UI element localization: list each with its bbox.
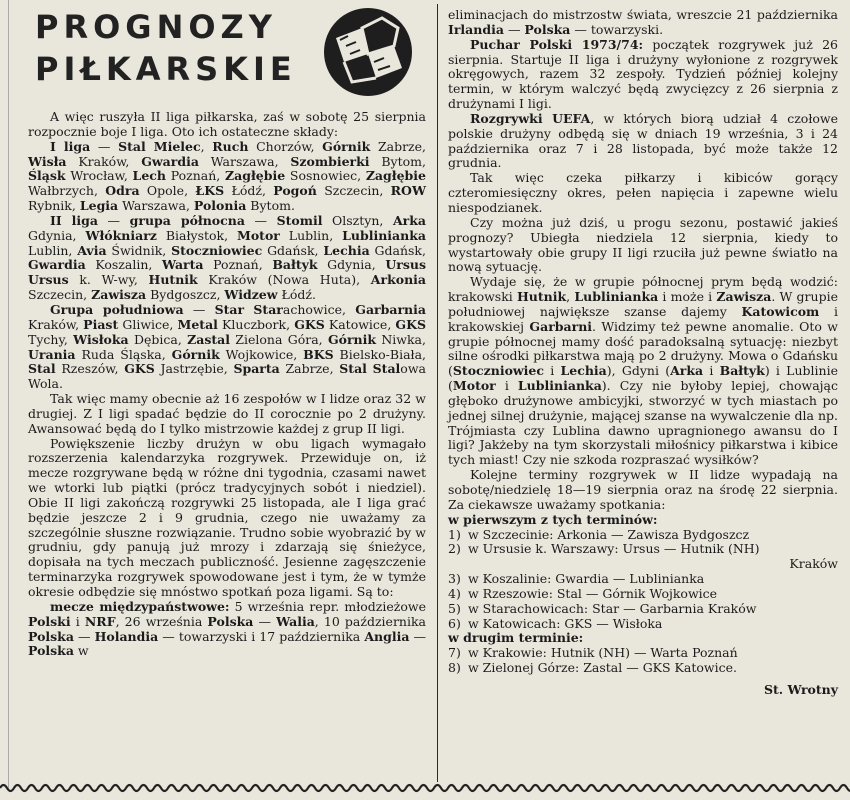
match-number: 5)	[448, 600, 461, 616]
next-dates-paragraph: Kolejne terminy rozgrywek w II lidze wypadają na sobotę/niedzielę 18—19 sierpnia oraz na środę 22 sierpnia. Za ciekawsze uważamy spotkania:	[448, 467, 838, 512]
second-term-list	[448, 646, 838, 676]
liga1-paragraph: I liga — Stal Mielec, Ruch Chorzów, Górnik Zabrze, Wisła Kraków, Gwardia Warszawa, Szombierki Bytom, Śląsk Wrocław, Lech Poznań, Zagłębie Sosnowiec, Zagłębie Wałbrzych, Odra Opole, ŁKS Łódź, Pogoń Szczecin, ROW Rybnik, Legia Warszawa, Polonia Bytom.	[28, 138, 427, 214]
match-text: w Rzeszowie: Stal — Górnik Wojkowice	[468, 585, 718, 601]
uefa-paragraph: Rozgrywki UEFA, w których biorą udział 4 czołowe polskie drużyny odbędą się w dniach 19 września, 3 i 24 października oraz 7 i 28 listopada, być może także 12 grudnia.	[448, 110, 838, 171]
match-row	[448, 572, 838, 587]
match-text: w Koszalinie: Gwardia — Lublinianka	[468, 571, 705, 587]
match-number: 6)	[448, 615, 461, 631]
match-number: 3)	[448, 571, 461, 587]
match-row	[448, 617, 838, 632]
match-number: 1)	[448, 526, 461, 542]
liga2-north-paragraph: II liga — grupa północna — Stomil Olsztyn, Arka Gdynia, Włókniarz Białystok, Motor Lublin, Lublinianka Lublin, Avia Świdnik, Stoczniowiec Gdańsk, Lechia Gdańsk, Gwardia Koszalin, Warta Poznań, Bałtyk Gdynia, Ursus Ursus k. W-wy, Hutnik Kraków (Nowa Huta), Arkonia Szczecin, Zawisza Bydgoszcz, Widzew Łódź.	[28, 212, 426, 303]
article-heading	[35, 6, 335, 96]
match-number: 2)	[448, 541, 461, 557]
page-edge	[8, 0, 9, 790]
match-text: w Ursusie k. Warszawy: Ursus — Hutnik (NH)	[468, 541, 760, 557]
match-row	[448, 587, 838, 602]
match-text: w Starachowicach: Star — Garbarnia Kraków	[468, 600, 757, 616]
match-schedule	[448, 513, 838, 676]
match-number: 4)	[448, 585, 461, 601]
match-number: 8)	[448, 660, 461, 676]
continuation-paragraph: eliminacjach do mistrzostw świata, wreszcie 21 października Irlandia — Polska — towarzyski.	[448, 7, 838, 37]
question-paragraph: Czy można już dziś, u progu sezonu, postawić jakieś prognozy? Ubiegła niedziela 12 sierpnia, kiedy to wystartowały obie grupy II ligi rzuciła już pewne światło na nową sytuację.	[448, 214, 838, 275]
match-text: w Szczecinie: Arkonia — Zawisza Bydgoszcz	[468, 526, 750, 542]
title-line-1: PROGNOZY	[35, 8, 277, 46]
forecast-paragraph: Wydaje się, że w grupie północnej prym będą wodzić: krakowski Hutnik, Lublinianka i może i Zawisza. W grupie południowej największe szanse dajemy Katowicom i krakowskiej Garbarni. Widzimy też pewne anomalie. Oto w grupie północnej mamy dość paradoksalną sytuację: niezbyt silne ośrodki piłkarstwa mają po 2 drużyny. Mowa o Gdańsku (Stoczniowiec i Lechia), Gdyni (Arka i Bałtyk) i Lublinie (Motor i Lublinianka). Czy nie byłoby lepiej, chowając głęboko drużynowe ambicyjki, stworzyć w tych miastach po jednej silnej drużynie, mającej szanse na wywalczenie dla np. Trójmiasta czy Lublina dawno upragnionego awansu do I ligi? Jakżeby na tym skorzystali miłośnicy piłkarstwa i kibice tych miast! Czy nie szkoda rozpraszać wysiłków?	[448, 274, 838, 468]
team-count-paragraph: Tak więc mamy obecnie aż 16 zespołów w I lidze oraz 32 w drugiej. Z I ligi spadać będzie do II corocznie po 2 drużyny. Awansować będą do I tylko mistrzowie każdej z grup II ligi.	[28, 391, 426, 436]
column-divider	[437, 4, 438, 782]
match-number: 7)	[448, 645, 461, 661]
match-text-continuation: Kraków	[789, 556, 838, 572]
first-term-header: w pierwszym z tych terminów:	[448, 511, 658, 527]
liga2-south-paragraph: Grupa południowa — Star Starachowice, Garbarnia Kraków, Piast Gliwice, Metal Kluczbork, GKS Katowice, GKS Tychy, Wisłoka Dębica, Zastal Zielona Góra, Górnik Niwka, Urania Ruda Śląska, Górnik Wojkowice, BKS Bielsko-Biała, Stal Rzeszów, GKS Jastrzębie, Sparta Zabrze, Stal Stalowa Wola.	[28, 301, 426, 392]
match-row	[448, 661, 838, 676]
match-row	[448, 528, 838, 543]
cup-paragraph: Puchar Polski 1973/74: początek rozgrywek już 26 sierpnia. Startuje II liga i drużyny wyłonione z rozgrywek okręgowych, razem 32 zespoły. Tydzień później kolejny termin, w którym walczyć będą zwycięzcy z 26 sierpnia z drużynami I ligi.	[448, 36, 838, 112]
title-line-2: PIŁKARSKIE	[35, 50, 297, 88]
international-matches-paragraph: mecze międzypaństwowe: 5 września repr. młodzieżowe Polski i NRF, 26 września Polska — Walia, 10 października Polska — Holandia — towarzyski i 17 października Anglia — Polska w	[28, 598, 427, 659]
decorative-bottom-border	[0, 781, 850, 795]
author-signature: St. Wrotny	[763, 681, 838, 697]
intro-paragraph: A więc ruszyła II liga piłkarska, zaś w sobotę 25 sierpnia rozpocznie boje I liga. Oto ich ostateczne składy:	[28, 109, 426, 139]
calendar-paragraph: Powiększenie liczby drużyn w obu ligach wymagało rozszerzenia kalendarzyka rozgrywek. Przewiduje on, iż mecze rozgrywane będą w różne dni tygodnia, czasami nawet we wtorki lub piątki (prócz tradycyjnych sobót i niedziel). Obie II ligi zakończą rozgrywki 25 listopada, ale I liga grać będzie jeszcze 2 i 9 grudnia, czego nie uważamy za szczególnie słuszne rozwiązanie. Trudno sobie wyobrazić by w grudniu, gdy panują już mrozy i zdarzają się śnieżyce, dopisała na tych meczach publiczność. Jesienne zagęszczenie terminarzyka rozgrywek spowodowane jest i tym, że w tymże okresie odbędzie się mnóstwo spotkań poza ligami. Są to:	[28, 435, 426, 599]
first-term-list	[448, 528, 838, 632]
second-term-header: w drugim terminie:	[448, 630, 584, 646]
match-text: w Katowicach: GKS — Wisłoka	[468, 615, 663, 631]
season-paragraph: Tak więc czeka piłkarzy i kibiców gorący czteromiesięczny okres, pełen napięcia i zapewne wielu niespodzianek.	[448, 170, 838, 215]
match-row	[448, 646, 838, 661]
match-row	[448, 542, 838, 557]
match-text: w Zielonej Górze: Zastal — GKS Katowice.	[468, 660, 737, 676]
match-row	[448, 602, 838, 617]
match-text: w Krakowie: Hutnik (NH) — Warta Poznań	[468, 645, 738, 661]
football-icon	[322, 6, 414, 98]
